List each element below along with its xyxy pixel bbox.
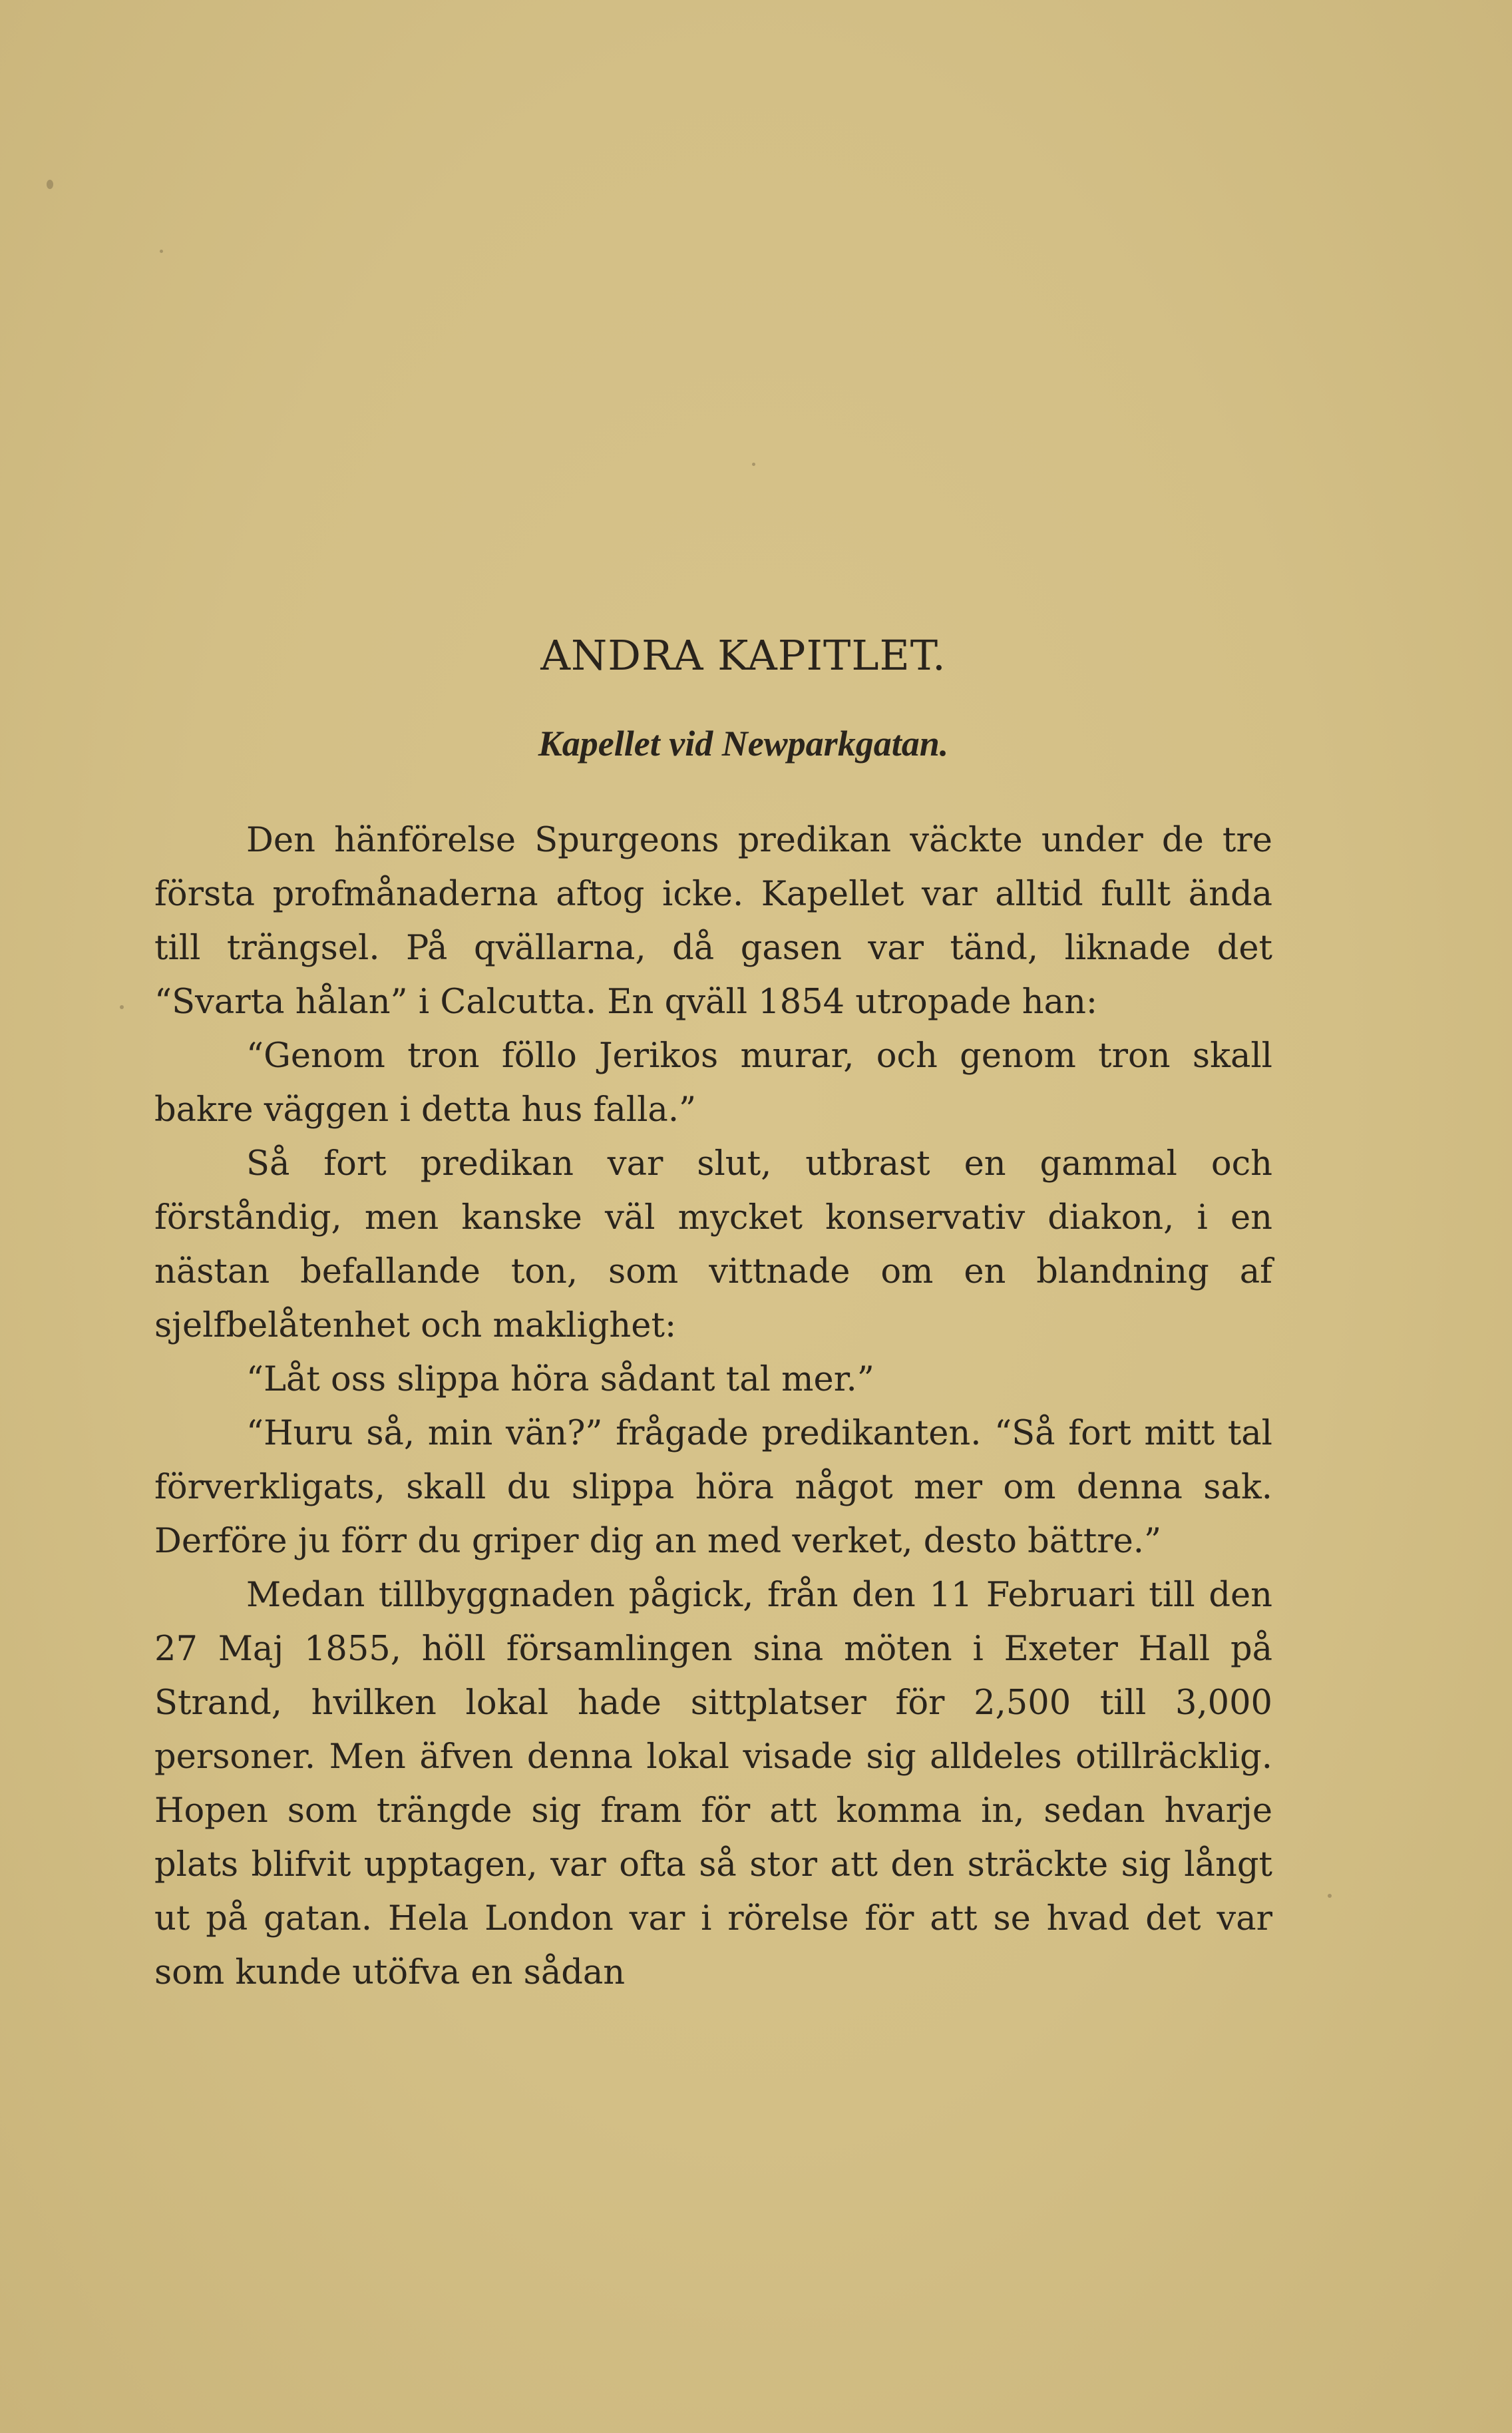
paragraph: Medan tillbyggnaden pågick, från den 11 Februari till den 27 Maj 1855, höll församlingen sina möten i Exeter Hall på Strand, hvilken lokal hade sittplatser för 2,500 till 3,000 personer. Men äfven denna lokal visade sig alldeles otillräcklig. Hopen som trängde sig fram för att komma in, sedan hvarje plats blifvit upptagen, var ofta så stor att den sträckte sig långt ut på gatan. Hela London var i rörelse för att se hvad det var som kunde utöfva en sådan <box>154 1576 1272 1992</box>
paragraph: Den hänförelse Spurgeons predikan väckte under de tre första profmånaderna aftog icke. Kapellet var alltid fullt ända till trängsel. På qvällarna, då gasen var tänd, liknade det “Svarta hålan” i Calcutta. En qväll 1854 utropade han: <box>154 821 1272 1022</box>
text-block <box>154 626 1272 2000</box>
body-text <box>154 813 1272 2000</box>
chapter-title: ANDRA KAPITLET. <box>540 631 946 680</box>
paragraph: “Låt oss slippa höra sådant tal mer.” <box>246 1360 874 1399</box>
paper-speck <box>752 463 755 466</box>
paragraph: Så fort predikan var slut, utbrast en gammal och förståndig, men kanske väl mycket konservativ diakon, i en nästan befallande ton, som vittnade om en blandning af sjelfbelåtenhet och maklighet: <box>154 1144 1272 1345</box>
paper-speck <box>1328 1894 1332 1898</box>
paragraph: “Genom tron föllo Jerikos murar, och genom tron skall bakre väggen i detta hus falla.” <box>154 1036 1272 1130</box>
paper-speck <box>47 180 53 189</box>
paragraph: “Huru så, min vän?” frågade predikanten. “Så fort mitt tal förverkligats, skall du slippa höra något mer om denna sak. Derföre ju förr du griper dig an med verket, desto bättre.” <box>154 1414 1272 1561</box>
paper-speck <box>120 1005 124 1009</box>
paper-speck <box>160 250 163 253</box>
chapter-subtitle: Kapellet vid Newparkgatan. <box>538 724 949 764</box>
